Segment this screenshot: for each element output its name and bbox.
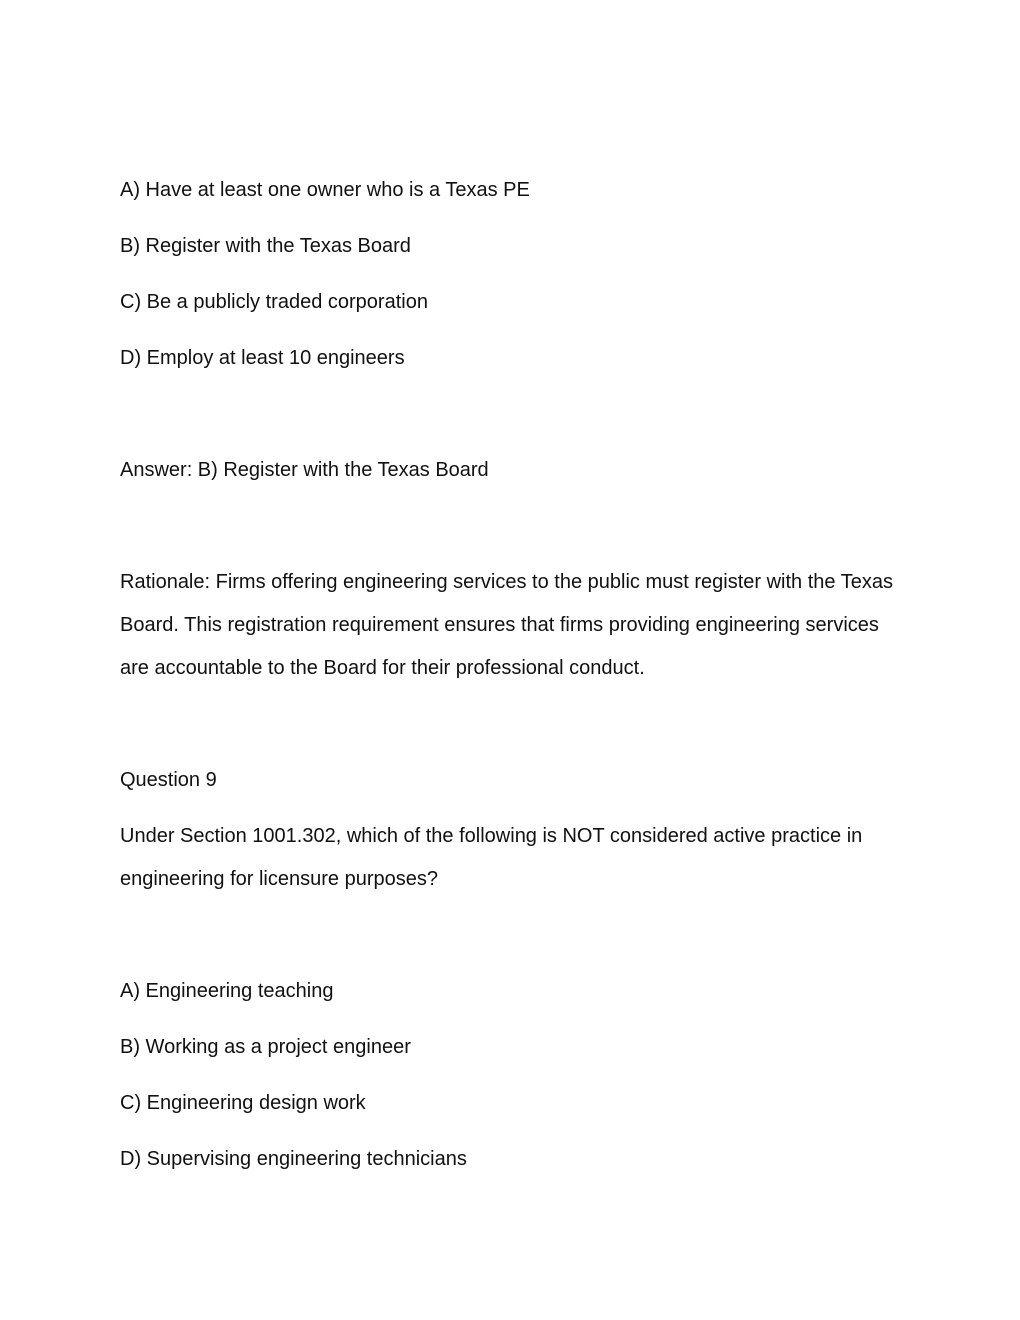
answer-text: Answer: B) Register with the Texas Board — [120, 459, 489, 481]
option-b: B) Working as a project engineer — [120, 1036, 411, 1058]
option-b: B) Register with the Texas Board — [120, 235, 411, 257]
option-d: D) Supervising engineering technicians — [120, 1148, 467, 1170]
option-a: A) Have at least one owner who is a Texas PE — [120, 179, 530, 201]
option-a: A) Engineering teaching — [120, 980, 334, 1002]
option-d: D) Employ at least 10 engineers — [120, 347, 405, 369]
question-text: Under Section 1001.302, which of the following is NOT considered active practice in engineering for licensure purposes? — [120, 825, 863, 890]
rationale-paragraph: Rationale: Firms offering engineering services to the public must register with the Texas Board. This registration requirement ensures that firms providing engineering services are accountable to the Board for their professional conduct. — [120, 571, 893, 679]
option-c: C) Be a publicly traded corporation — [120, 291, 428, 313]
option-c: C) Engineering design work — [120, 1092, 366, 1114]
question-heading: Question 9 — [120, 769, 217, 791]
